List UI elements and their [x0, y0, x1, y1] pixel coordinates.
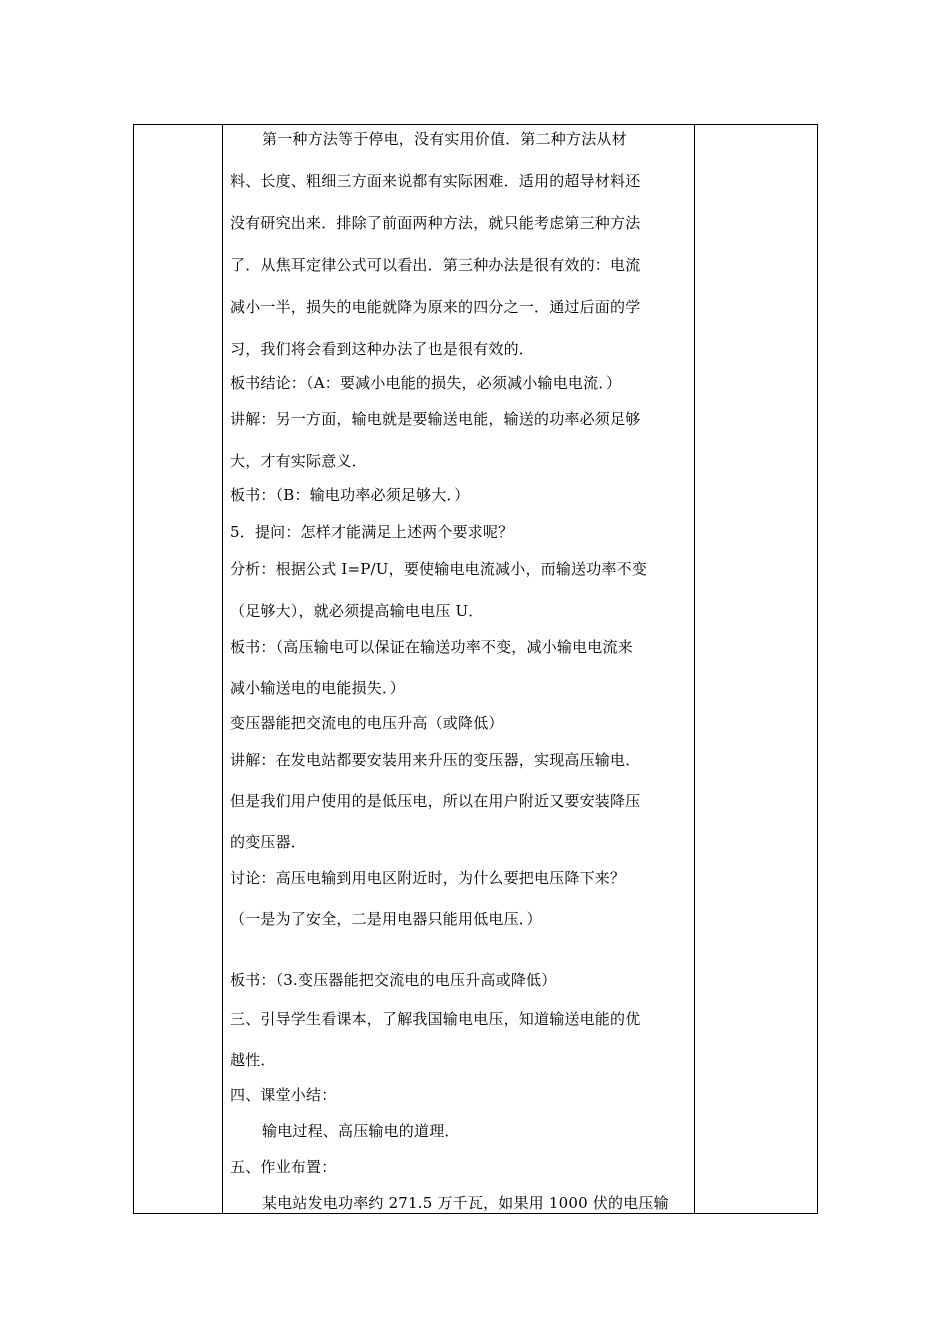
- text-line: 某电站发电功率约 271.5 万千瓦，如果用 1000 伏的电压输: [262, 1194, 669, 1212]
- text-line: 板书：（B：输电功率必须足够大．）: [230, 486, 470, 504]
- text-line: 变压器能把交流电的电压升高（或降低）: [230, 714, 504, 732]
- text-line: 5．提问：怎样才能满足上述两个要求呢？: [230, 523, 514, 541]
- text-line: 板书：（高压输电可以保证在输送功率不变，减小输电电流来: [230, 638, 633, 656]
- text-line: 分析：根据公式 I=P/U，要使输电电流减小，而输送功率不变: [230, 560, 648, 578]
- text-line: 板书结论：（A：要减小电能的损失，必须减小输电电流．）: [230, 374, 622, 392]
- text-line: 讲解：在发电站都要安装用来升压的变压器，实现高压输电．: [230, 751, 641, 769]
- text-line: 越性．: [230, 1051, 276, 1069]
- text-line: 四、课堂小结：: [230, 1086, 337, 1104]
- text-line: 板书：（3.变压器能把交流电的电压升高或降低）: [230, 971, 557, 989]
- text-line: 输电过程、高压输电的道理．: [262, 1122, 460, 1140]
- text-line: 的变压器．: [230, 833, 307, 851]
- text-line: 讲解：另一方面，输电就是要输送电能，输送的功率必须足够: [230, 410, 641, 428]
- text-line: 三、引导学生看课本，了解我国输电电压，知道输送电能的优: [230, 1010, 641, 1028]
- lesson-content-cell: [222, 126, 694, 1212]
- text-line: 减小一半，损失的电能就降为原来的四分之一．通过后面的学: [230, 298, 641, 316]
- column-divider-right: [694, 125, 695, 1213]
- text-line: 没有研究出来．排除了前面两种方法，就只能考虑第三种方法: [230, 214, 641, 232]
- text-line: 大，才有实际意义．: [230, 452, 367, 470]
- text-line: （足够大），就必须提高输电电压 U．: [230, 602, 484, 620]
- text-line: 减小输送电的电能损失．）: [230, 679, 405, 697]
- text-line: 但是我们用户使用的是低压电，所以在用户附近又要安装降压: [230, 792, 641, 810]
- text-line: （一是为了安全，二是用电器只能用低电压．）: [230, 910, 542, 928]
- text-line: 讨论：高压电输到用电区附近时，为什么要把电压降下来？: [230, 869, 626, 887]
- text-line: 第一种方法等于停电，没有实用价值．第二种方法从材: [262, 130, 627, 148]
- text-line: 五、作业布置：: [230, 1158, 337, 1176]
- text-line: 料、长度、粗细三方面来说都有实际困难．适用的超导材料还: [230, 172, 641, 190]
- text-line: 了．从焦耳定律公式可以看出．第三种办法是很有效的：电流: [230, 256, 641, 274]
- text-line: 习，我们将会看到这种办法了也是很有效的．: [230, 340, 535, 358]
